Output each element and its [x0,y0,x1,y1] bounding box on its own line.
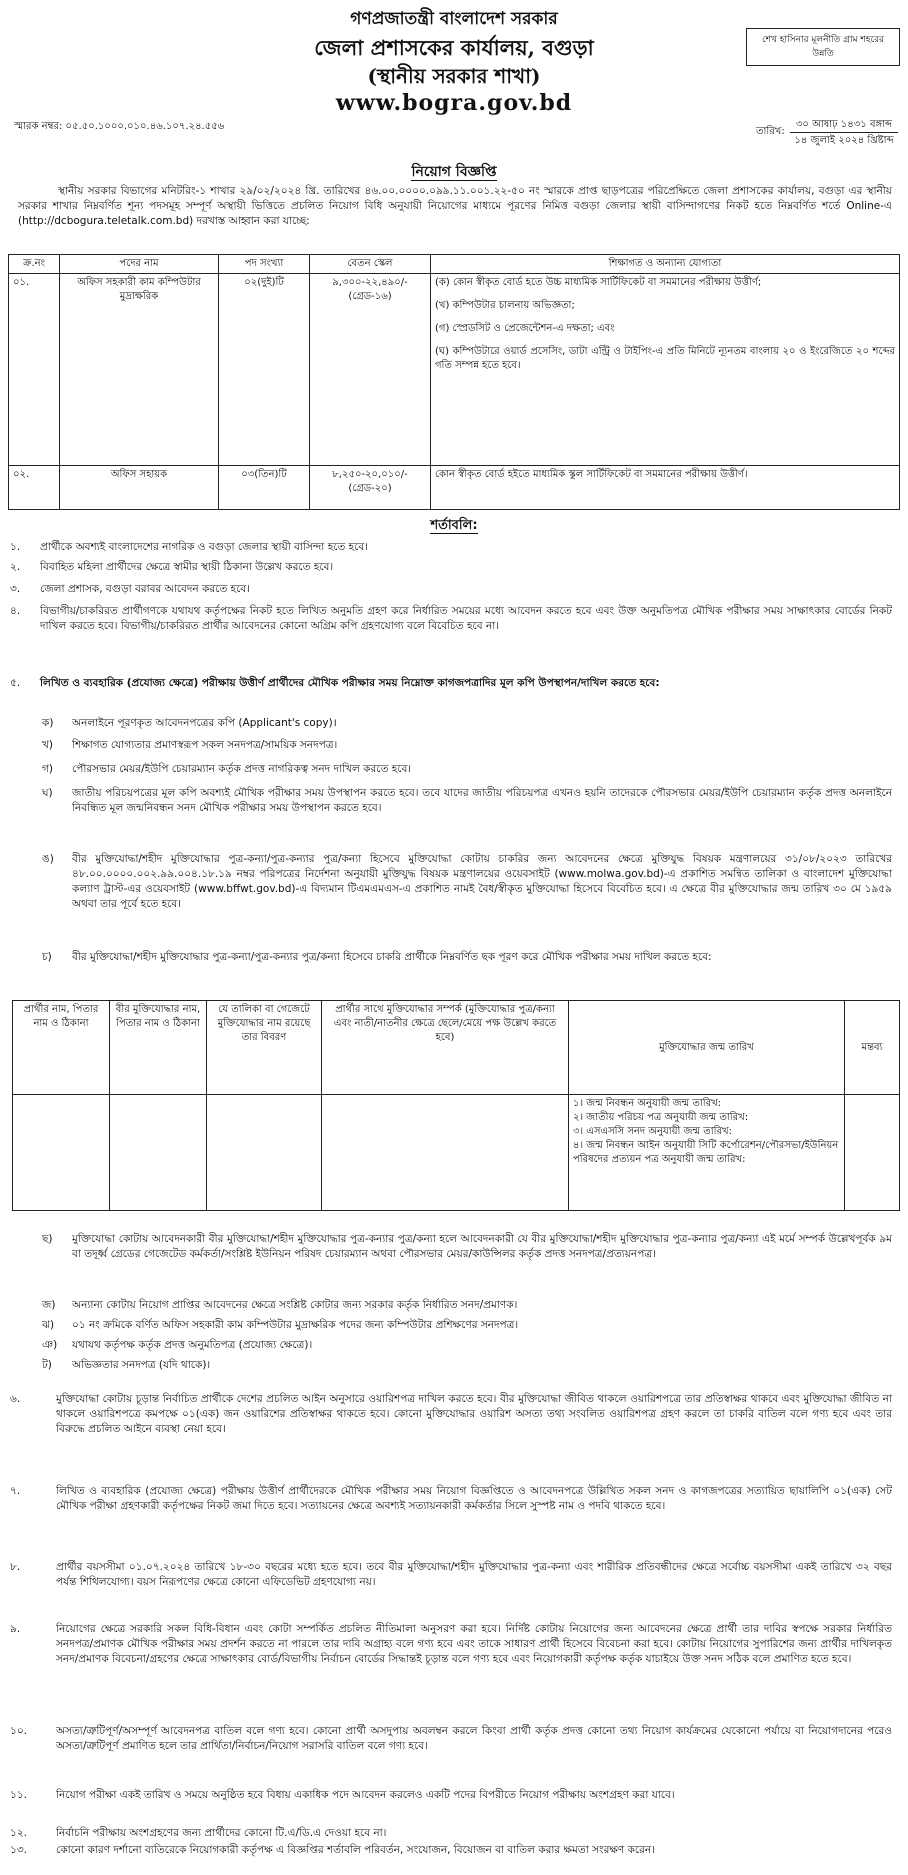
qualification-item: (খ) কম্পিউটার চালনায় অভিজ্ঞতা; [435,300,575,311]
sub-item-text: মুক্তিযোদ্ধা কোটায় আবেদনকারী বীর মুক্তিযোদ্ধা/শহীদ মুক্তিযোদ্ধার পুত্র-কন্যার পুত্র/কন্যা হলে আবেদনকারী যে বীর মুক্তিযোদ্ধা/শহীদ মুক্তিযোদ্ধার পুত্র-কন্যার পুত্র/কন্যা এই মর্মে সম্পর্ক উল্লেখপূর্বক ৯ম বা তদূর্ধ্ব গ্রেডের গেজেটেড কর্মকর্তা/সংশ্লিষ্ট ইউনিয়ন পরিষদ চেয়ারম্যান অথবা পৌরসভার মেয়র/কাউন্সিলর কর্তৃক প্রদত্ত সনদপত্র/প্রত্যয়নপত্র। [72,1233,892,1260]
condition-number: ৮. [10,1561,21,1573]
table-row [9,274,900,466]
col-qualification: শিক্ষাগত ও অন্যান্য যোগ্যতা [431,255,900,274]
header-office: জেলা প্রশাসকের কার্যালয়, বগুড়া [314,35,594,60]
sub-item-number: ঙ) [42,853,54,865]
header-website[interactable]: www.bogra.gov.bd [335,90,573,116]
condition-text: অসত্য/ত্রুটিপূর্ণ/অসম্পূর্ণ আবেদনপত্র বাতিল বলে গণ্য হবে। কোনো প্রার্থী অসদুপায় অবলম্বন করলে কিংবা প্রার্থী কর্তৃক প্রদত্ত কোনো তথ্য নিয়োগ কার্যক্রমের যেকোনো পর্যায়ে বা নিয়োগদানের পরেও অসত্য/ত্রুটিপূর্ণ প্রমাণিত হলে তার প্রার্থিতা/নির্বাচন/নিয়োগ সরাসরি বাতিল বলে গণ্য হবে। [56,1725,892,1752]
ff-cell-empty [207,1095,322,1211]
condition-text: নিয়োগের ক্ষেত্রে সরকারি সকল বিধি-বিধান এবং কোটা সম্পর্কিত প্রচলিত নীতিমালা অনুসরণ করা হবে। নির্দিষ্ট কোটায় নিয়োগের জন্য আবেদনের ক্ষেত্রে প্রার্থী তার দাবির স্বপক্ষে সরকার নির্ধারিত সনদপত্র/প্রমাণক মৌখিক পরীক্ষার সময় প্রদর্শন করতে না পারলে তার দাবি অগ্রাহ্য বলে গণ্য হবে এবং তাকে সাধারণ প্রার্থী হিসেবে বিবেচনা করা হবে। কোটায় নিয়োগের সুপারিশের জন্য প্রার্থীর দাখিলকৃত সনদ/প্রমাণক বিবেচনা/গ্রহণের ক্ষেত্রে সাক্ষাৎকার বোর্ড/বিভাগীয় নির্বাচন বোর্ডের সিদ্ধান্তই চূড়ান্ত বলে গণ্য হবে এবং নিয়োগকারী কর্তৃপক্ষ কর্তৃক যাচাইয়ে উক্ত সনদ সঠিক বলে প্রমাণিত হতে হবে। [56,1623,892,1665]
posts-table [8,254,900,510]
sub-item-text: বীর মুক্তিযোদ্ধা/শহীদ মুক্তিযোদ্ধার পুত্র-কন্যা/পুত্র-কন্যার পুত্র/কন্যা হিসেবে চাকরি প্রার্থীকে নিম্নবর্ণিত ছক পূরণ করে মৌখিক পরীক্ষার সময় দাখিল করতে হবে: [72,951,712,963]
freedom-fighter-table [12,1000,900,1211]
sub-item-number: খ) [42,739,53,751]
condition-number: ৫. [10,677,21,689]
condition-number: ১০. [10,1725,27,1737]
col-pay-scale: বেতন স্কেল [310,255,431,274]
condition-text: কোনো কারণ দর্শানো ব্যতিরেকে নিয়োগকারী কর্তৃপক্ষ এ বিজ্ঞপ্তির শর্তাবলি পরিবর্তন, সংযোজন, বিয়োজন বা বাতিল করার ক্ষমতা সংরক্ষণ করেন। [56,1844,655,1856]
sub-item-number: ঞ) [42,1339,58,1351]
sub-item-number: ছ) [42,1233,53,1245]
row-pay-scale [310,274,431,466]
row-serial: ০২. [9,466,60,510]
row-pay-scale [310,466,431,510]
sub-item-number: জ) [42,1299,56,1311]
condition-text: প্রার্থীর বয়সসীমা ০১.০৭.২০২৪ তারিখে ১৮-৩০ বছরের মধ্যে হতে হবে। তবে বীর মুক্তিযোদ্ধা/শহীদ মুক্তিযোদ্ধার পুত্র-কন্যা এবং শারীরিক প্রতিবন্ধীদের ক্ষেত্রে সর্বোচ্চ বয়সসীমা একই তারিখে ৩২ বছর পর্যন্ত শিথিলযোগ্য। বয়স নিরূপণের ক্ষেত্রে কোনো এফিডেভিট গ্রহণযোগ্য নয়। [56,1561,892,1588]
condition-text: বিভাগীয়/চাকরিরত প্রার্থীগণকে যথাযথ কর্তৃপক্ষের নিকট হতে লিখিত অনুমতি গ্রহণ করে নির্ধারিত সময়ের মধ্যে আবেদন করতে হবে এবং উক্ত অনুমতিপত্র মৌখিক পরীক্ষার সময় সাক্ষাৎকার বোর্ডের নিকট দাখিল করতে হবে। বিভাগীয়/চাকরিরত প্রার্থীর আবেদনের কোনো অগ্রিম কপি গ্রহণযোগ্য বলে বিবেচিত হবে না। [40,605,892,632]
sub-item-text: যথাযথ কর্তৃপক্ষ কর্তৃক প্রদত্ত অনুমতিপত্র (প্রযোজ্য ক্ষেত্রে)। [72,1339,313,1351]
condition-text: জেলা প্রশাসক, বগুড়া বরাবর আবেদন করতে হবে। [40,583,250,595]
sub-item-number: ক) [42,717,54,729]
condition-text: নিয়োগ পরীক্ষা একই তারিখ ও সময়ে অনুষ্ঠিত হবে বিধায় একাধিক পদে আবেদন করলেও একটি পদের বিপরীতে নিয়োগ পরীক্ষায় অংশগ্রহণ করা যাবে। [56,1789,675,1801]
condition-text: নির্বাচনি পরীক্ষায় অংশগ্রহণের জন্য প্রার্থীদের কোনো টি.এ/ডি.এ দেওয়া হবে না। [56,1827,387,1839]
ff-cell-empty [845,1095,900,1211]
condition-number: ১২. [10,1827,27,1839]
condition-text: লিখিত ও ব্যবহারিক (প্রযোজ্য ক্ষেত্রে) পরীক্ষায় উত্তীর্ণ প্রার্থীদের মৌখিক পরীক্ষার সময় নিম্নোক্ত কাগজপত্রাদির মূল কপি উপস্থাপন/দাখিল করতে হবে: [40,677,660,689]
notice-title: নিয়োগ বিজ্ঞপ্তি [411,164,497,180]
condition-number: ১১. [10,1789,27,1801]
ff-cell-birth [569,1095,845,1211]
conditions-title: শর্তাবলি: [430,518,478,533]
row-post-name: অফিস সহায়ক [60,466,219,510]
ff-cell-empty [13,1095,110,1211]
row-post-count: ০২(দুই)টি [219,274,310,466]
sub-item-text: অনলাইনে পূরণকৃত আবেদনপত্রের কপি (Applicant's copy)। [72,717,337,729]
condition-text: প্রার্থীকে অবশ্যই বাংলাদেশের নাগরিক ও বগুড়া জেলার স্থায়ী বাসিন্দা হতে হবে। [40,541,368,553]
sub-item-number: গ) [42,763,53,775]
ff-col-candidate: প্রার্থীর নাম, পিতার নাম ও ঠিকানা [13,1001,110,1095]
header-branch: (স্থানীয় সরকার শাখা) [367,64,541,88]
row-qualification [431,274,900,466]
birth-item: ২। জাতীয় পরিচয় পত্র অনুযায়ী জন্ম তারিখ: [573,1112,749,1123]
pay-scale-value: ৮,২৫০-২০,০১০/- [332,469,408,480]
date-english: ১৪ জুলাই ২০২৪ খ্রিষ্টাব্দ [794,135,894,146]
qualification-item: (ঘ) কম্পিউটারে ওয়ার্ড প্রসেসিং, ডাটা এন্ট্রি ও টাইপিং-এ প্রতি মিনিটে ন্যূনতম বাংলায় ২০ ও ইংরেজিতে ২০ শব্দের গতি সম্পন্ন হতে হবে। [435,346,895,371]
date-label: তারিখ: [756,126,785,137]
col-post-name: পদের নাম [60,255,219,274]
pay-grade: (গ্রেড-১৬) [348,291,392,302]
sub-item-number: ঘ) [42,787,53,799]
date-bengali: ৩০ আষাঢ় ১৪৩১ বঙ্গাব্দ [790,118,898,133]
condition-number: ৯. [10,1623,21,1635]
sub-item-text: অভিজ্ঞতার সনদপত্র (যদি থাকে)। [72,1359,211,1371]
notice-intro: স্থানীয় সরকার বিভাগের মনিটরিং-১ শাখার ২৯/০২/২০২৪ খ্রি. তারিখের ৪৬.০০.০০০০.০৯৯.১১.০০১.২২-৫০ নং স্মারকে প্রাপ্ত ছাড়পত্রের পরিপ্রেক্ষিতে জেলা প্রশাসকের কার্যালয়, বগুড়া এর স্থানীয় সরকার শাখার নিম্নবর্ণিত শূন্য পদসমূহ সম্পূর্ণ অস্থায়ী ভিত্তিতে প্রচলিত নিয়োগ বিধি অনুযায়ী নিয়োগের মাধ্যমে পূরণের নিমিত্ত বগুড়া জেলার স্থায়ী বাসিন্দাগণের নিকট হতে নিম্নবর্ণিত শর্তে Online-এ (http://dcbogura.teletalk.com.bd) দরখাস্ত আহ্বান করা যাচ্ছে: [18,185,892,227]
row-post-name: অফিস সহকারী কাম কম্পিউটার মুদ্রাক্ষরিক [60,274,219,466]
condition-number: ৩. [10,583,21,595]
condition-number: ৪. [10,605,21,617]
ff-col-relation: প্রার্থীর সাথে মুক্তিযোদ্ধার সম্পর্ক (মুক্তিযোদ্ধার পুত্র/কন্যা এবং নাতী/নাতনীর ক্ষেত্রে ছেলে/মেয়ে পক্ষ উল্লেখ করতে হবে) [322,1001,569,1095]
ff-col-freedom-fighter: বীর মুক্তিযোদ্ধার নাম, পিতার নাম ও ঠিকানা [110,1001,207,1095]
sub-item-number: ঝ) [42,1319,55,1331]
condition-text: বিবাহিত মহিলা প্রার্থীদের ক্ষেত্রে স্বামীর স্থায়ী ঠিকানা উল্লেখ করতে হবে। [40,561,334,573]
condition-number: ৭. [10,1485,21,1497]
sub-item-number: ট) [42,1359,52,1371]
motto-box: শেখ হাসিনার মূলনীতি গ্রাম শহরের উন্নতি [746,28,900,66]
sub-item-text: অন্যান্য কোটায় নিয়োগ প্রাপ্তির আবেদনের ক্ষেত্রে সংশ্লিষ্ট কোটার জন্য সরকার কর্তৃক নির্ধারিত সনদ/প্রমাণক। [72,1299,518,1311]
condition-number: ৬. [10,1393,21,1405]
condition-number: ২. [10,561,21,573]
header-gov: গণপ্রজাতন্ত্রী বাংলাদেশ সরকার [350,9,558,29]
sub-item-text: ০১ নং ক্রমিকে বর্ণিত অফিস সহকারী কাম কম্পিউটার মুদ্রাক্ষরিক পদের জন্য কম্পিউটার প্রশিক্ষণের সনদপত্র। [72,1319,519,1331]
row-qualification: কোন স্বীকৃত বোর্ড হইতে মাধ্যমিক স্কুল সার্টিফিকেট বা সমমানের পরীক্ষায় উত্তীর্ণ। [431,466,900,510]
condition-text: মুক্তিযোদ্ধা কোটায় চূড়ান্ত নির্বাচিত প্রার্থীকে দেশের প্রচলিত আইন অনুসারে ওয়ারিশপত্র দাখিল করতে হবে। বীর মুক্তিযোদ্ধা জীবিত থাকলে ওয়ারিশপত্রে তার প্রতিস্বাক্ষর থাকবে এবং মুক্তিযোদ্ধা জীবিত না থাকলে ওয়ারিশপত্রে কমপক্ষে ০১(এক) জন ওয়ারিশের প্রতিস্বাক্ষর থাকতে হবে। কোনো মুক্তিযোদ্ধার ওয়ারিশ অসত্য তথ্য সংবলিত ওয়ারিশপত্র গ্রহণ করলে তা চাকরি বাতিল বলে গণ্য হবে এবং তার বিরুদ্ধে প্রচলিত আইনে ব্যবস্থা নেয়া হবে। [56,1393,892,1435]
row-serial: ০১. [9,274,60,466]
sub-item-text: জাতীয় পরিচয়পত্রের মূল কপি অবশ্যই মৌখিক পরীক্ষার সময় উপস্থাপন করতে হবে। তবে যাদের জাতীয় পরিচয়পত্র এখনও হয়নি তাদেরকে পৌরসভার মেয়র/ইউপি চেয়ারম্যান কর্তৃক প্রদত্ত অনলাইনে নিবন্ধিত মূল জন্মনিবন্ধন সনদ মৌখিক পরীক্ষার সময় উপস্থাপন করতে হবে। [72,787,892,814]
memo-number: স্মারক নম্বর: ০৫.৫০.১০০০.০১০.৪৬.১০৭.২৪.৫৫৬ [14,121,225,132]
birth-item: ৩। এসএসসি সনদ অনুযায়ী জন্ম তারিখ: [573,1126,732,1137]
table-row [13,1095,900,1211]
ff-table-header [13,1001,900,1095]
posts-table-header [9,255,900,274]
qualification-item: (ক) কোন স্বীকৃত বোর্ড হতে উচ্চ মাধ্যমিক সার্টিফিকেট বা সমমানের পরীক্ষায় উত্তীর্ণ; [435,277,762,288]
pay-grade: (গ্রেড-২০) [348,483,392,494]
sub-item-number: চ) [42,951,52,963]
condition-number: ১. [10,541,21,553]
qualification-item: (গ) স্প্রেডসিট ও প্রেজেন্টেশন-এ দক্ষতা; এবং [435,323,615,334]
sub-item-text: পৌরসভার মেয়র/ইউপি চেয়ারম্যান কর্তৃক প্রদত্ত নাগরিকত্ব সনদ দাখিল করতে হবে। [72,763,412,775]
ff-cell-empty [110,1095,207,1211]
ff-cell-empty [322,1095,569,1211]
ff-col-birth-date: মুক্তিযোদ্ধার জন্ম তারিখ [569,1001,845,1095]
sub-item-text: বীর মুক্তিযোদ্ধা/শহীদ মুক্তিযোদ্ধার পুত্র-কন্যা/পুত্র-কন্যার পুত্র/কন্যা হিসেবে মুক্তিযোদ্ধা কোটায় চাকরির জন্য আবেদনের ক্ষেত্রে মুক্তিযুদ্ধ বিষয়ক মন্ত্রণালয়ের ৩১/০৮/২০২৩ তারিখের ৪৮.০০.০০০০.০০২.৯৯.০০৪.১৮.১৯ নম্বর পরিপত্রের নির্দেশনা অনুযায়ী মুক্তিযুদ্ধ বিষয়ক মন্ত্রণালয়ের ওয়েবসাইট (www.molwa.gov.bd)-এ প্রকাশিত সমন্বিত তালিকা ও বাংলাদেশ মুক্তিযোদ্ধা কল্যাণ ট্রাস্ট-এর ওয়েবসাইট (www.bffwt.gov.bd)-এ বিদ্যমান টিএমএমএস-এ প্রকাশিত নামই বৈধ/স্বীকৃত মুক্তিযোদ্ধা হিসেবে বিবেচিত হবে। এ ক্ষেত্রে বীর মুক্তিযোদ্ধার জন্ম তারিখ ৩০ মে ১৯৫৯ অথবা তার পূর্বে হতে হবে। [72,853,892,910]
row-post-count: ০৩(তিন)টি [219,466,310,510]
col-post-count: পদ সংখ্যা [219,255,310,274]
birth-item: ৪। জন্ম নিবন্ধন আইন অনুযায়ী সিটি কর্পোরেশন/পৌরসভা/ইউনিয়ন পরিষদের প্রত্যয়ন পত্র অনুযায়ী জন্ম তারিখ: [573,1140,839,1165]
condition-number: ১৩. [10,1844,27,1856]
table-row [9,466,900,510]
col-serial: ক্র.নং [9,255,60,274]
ff-col-remarks: মন্তব্য [845,1001,900,1095]
sub-item-text: শিক্ষাগত যোগ্যতার প্রমাণস্বরূপ সকল সনদপত্র/সাময়িক সনদপত্র। [72,739,338,751]
pay-scale-value: ৯,৩০০-২২,৪৯০/- [332,277,408,288]
ff-col-gazette: যে তালিকা বা গেজেটে মুক্তিযোদ্ধার নাম রয়েছে তার বিবরণ [207,1001,322,1095]
birth-item: ১। জন্ম নিবন্ধন অনুযায়ী জন্ম তারিখ: [573,1098,722,1109]
condition-text: লিখিত ও ব্যবহারিক (প্রযোজ্য ক্ষেত্রে) পরীক্ষায় উত্তীর্ণ প্রার্থীদেরকে মৌখিক পরীক্ষার সময় নিয়োগ বিজ্ঞপ্তিতে ও আবেদনপত্রে উল্লিখিত সকল সনদ ও কাগজপত্রের সত্যায়িত ছায়ালিপি ০১(এক) সেট মৌখিক পরীক্ষা গ্রহণকারী কর্তৃপক্ষের নিকট জমা দিতে হবে। সত্যায়নের ক্ষেত্রে অবশ্যই সত্যায়নকারী কর্মকর্তার সিলে সুস্পষ্ট নাম ও পদবি থাকতে হবে। [56,1485,892,1512]
